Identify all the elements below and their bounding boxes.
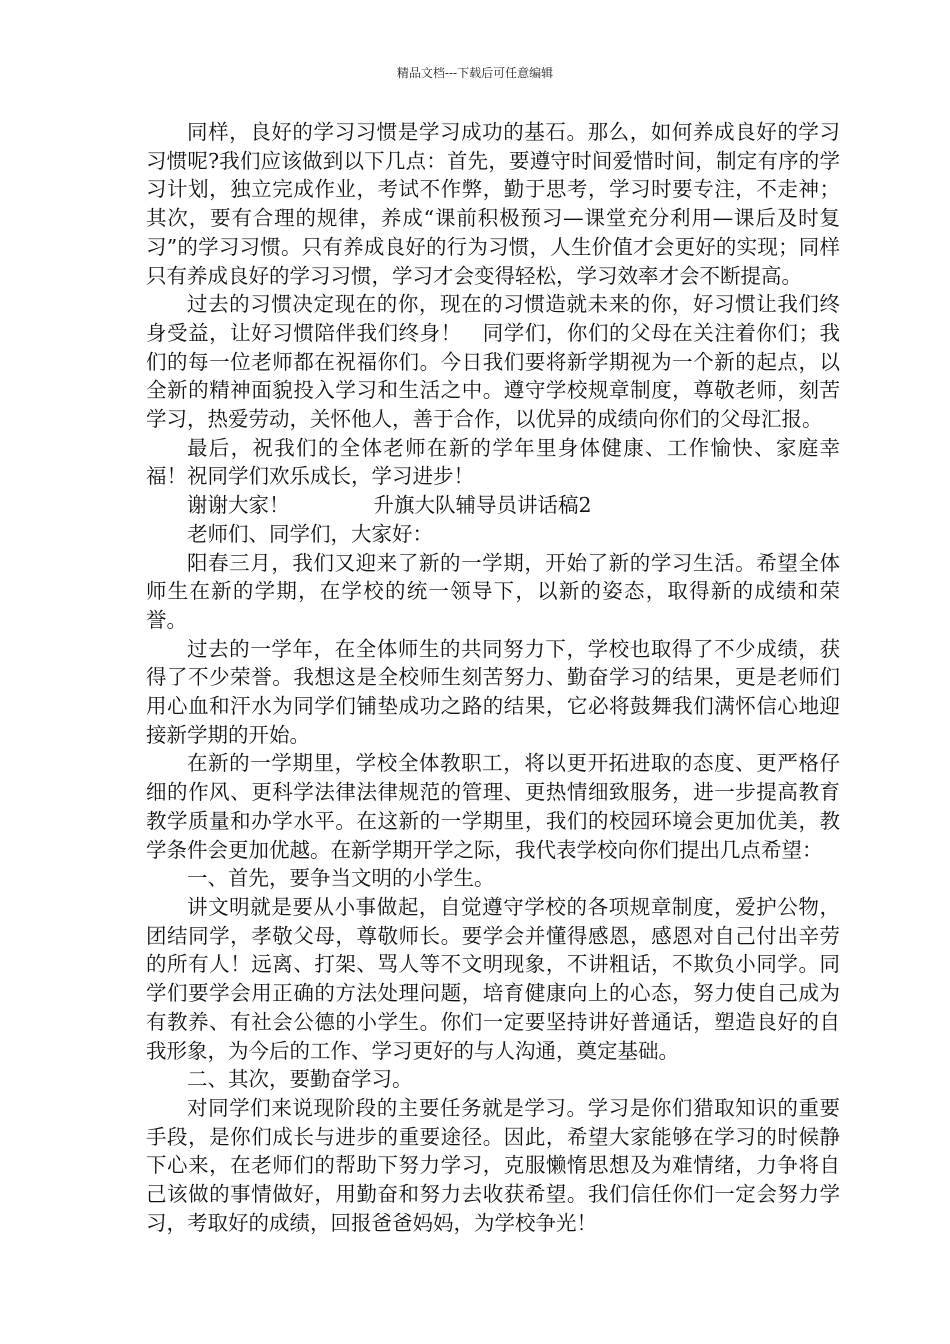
heading-study-hard: 二、其次，要勤奋学习。: [187, 1067, 413, 1092]
paragraph-closing-wishes: 最后，祝我们的全体老师在新的学年里身体健康、工作愉快、家庭幸福！祝同学们欢乐成长，学习进步！: [146, 435, 840, 489]
paragraph-new-semester: 阳春三月，我们又迎来了新的一学期，开始了新的学习生活。希望全体师生在新的学期，在学校的统一领导下，以新的姿态，取得新的成绩和荣誉。: [146, 550, 840, 632]
greeting: 老师们、同学们，大家好：: [187, 521, 433, 546]
paragraph-study-task: 对同学们来说现阶段的主要任务就是学习。学习是你们猎取知识的重要手段，是你们成长与进步的重要途径。因此，希望大家能够在学习的时候静下心来，在老师们的帮助下努力学习，克服懒惰思想及为难情绪，力争将自己该做的事情做好，用勤奋和努力去收获希望。我们信任你们一定会努力学习，考取好的成绩，回报爸爸妈妈，为学校争光！: [146, 1095, 840, 1235]
document-body: [146, 118, 840, 1237]
thanks-text: 谢谢大家！: [187, 493, 290, 518]
page-header: 精品文档---下载后可任意编辑: [396, 66, 554, 80]
section-title: 升旗大队辅导员讲话稿2: [373, 493, 592, 518]
paragraph-past-year: 过去的一学年，在全体师生的共同努力下，学校也取得了不少成绩，获得了不少荣誉。我想这是全校师生刻苦努力、勤奋学习的结果，更是老师们用心血和汗水为同学们铺垫成功之路的结果，它必将鼓舞我们满怀信心地迎接新学期的开始。: [146, 636, 840, 747]
heading-civilized-student: 一、首先，要争当文明的小学生。: [187, 866, 495, 891]
paragraph-civility: 讲文明就是要从小事做起，自觉遵守学校的各项规章制度，爱护公物，团结同学，孝敬父母，尊敬师长。要学会并懂得感恩，感恩对自己付出辛劳的所有人！远离、打架、骂人等不文明现象，不讲粗话，不欺负小同学。同学们要学会用正确的方法处理问题，培育健康向上的心态，努力使自己成为有教养、有社会公德的小学生。你们一定要坚持讲好普通话，塑造良好的自我形象，为今后的工作、学习更好的与人沟通，奠定基础。: [146, 894, 840, 1063]
thanks-and-title-line: [146, 491, 840, 520]
paragraph-study-habits: 同样，良好的学习习惯是学习成功的基石。那么，如何养成良好的学习习惯呢?我们应该做到以下几点：首先，要遵守时间爱惜时间，制定有序的学习计划，独立完成作业，考试不作弊，勤于思考，学习时要专注，不走神；其次，要有合理的规律，养成“课前积极预习—课堂充分利用—课后及时复习”的学习习惯。只有养成良好的行为习惯，人生价值才会更好的实现；同样只有养成良好的学习习惯，学习才会变得轻松，学习效率才会不断提高。: [146, 120, 840, 288]
paragraph-school-plan: 在新的一学期里，学校全体教职工，将以更开拓进取的态度、更严格仔细的作风、更科学法律法律规范的管理、更热情细致服务，进一步提高教育教学质量和办学水平。在这新的一学期里，我们的校园环境会更加优美，教学条件会更加优越。在新学期开学之际，我代表学校向你们提出几点希望：: [146, 751, 840, 862]
paragraph-habits-future: 过去的习惯决定现在的你，现在的习惯造就未来的你，好习惯让我们终身受益，让好习惯陪伴我们终身！ 同学们，你们的父母在关注着你们；我们的每一位老师都在祝福你们。今日我们要将新学期视为一个新的起点，以全新的精神面貌投入学习和生活之中。遵守学校规章制度，尊敬老师，刻苦学习，热爱劳动，关怀他人，善于合作，以优异的成绩向你们的父母汇报。: [146, 292, 840, 432]
